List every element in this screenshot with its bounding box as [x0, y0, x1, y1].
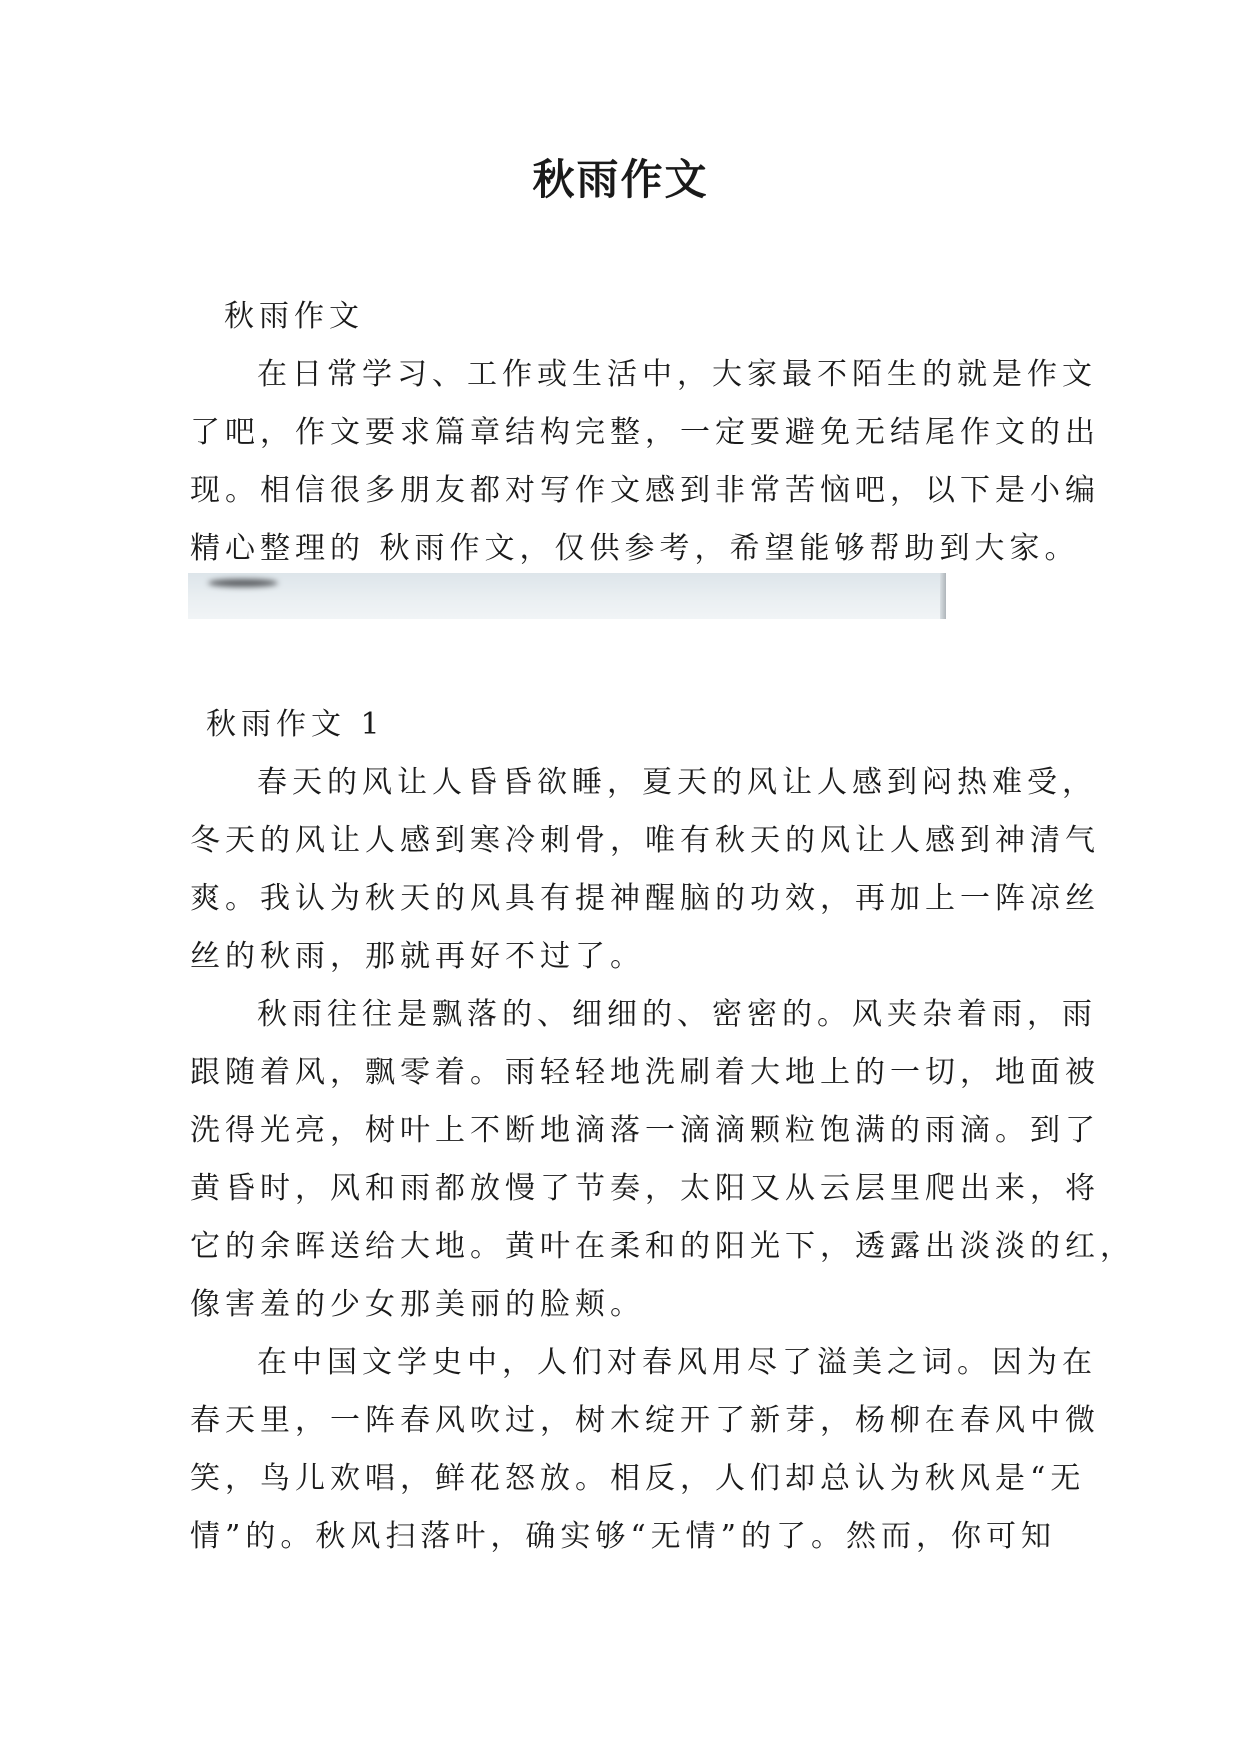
paragraph-line: 跟随着风，飘零着。雨轻轻地洗刷着大地上的一切，地面被	[190, 1055, 1100, 1090]
paragraph-line: 冬天的风让人感到寒冷刺骨，唯有秋天的风让人感到神清气	[190, 823, 1100, 858]
section-heading: 秋雨作文 1	[206, 707, 385, 742]
paragraph-line: 像害羞的少女那美丽的脸颊。	[190, 1287, 645, 1322]
banner-image	[188, 573, 946, 619]
paragraph-line: 洗得光亮，树叶上不断地滴落一滴滴颗粒饱满的雨滴。到了	[190, 1113, 1100, 1148]
paragraph-line: 情”的。秋风扫落叶，确实够“无情”的了。然而，你可知	[190, 1519, 1057, 1554]
paragraph-line: 黄昏时，风和雨都放慢了节奏，太阳又从云层里爬出来，将	[190, 1171, 1100, 1206]
page-title: 秋雨作文	[532, 155, 709, 204]
intro-line: 在日常学习、工作或生活中，大家最不陌生的就是作文	[257, 357, 1097, 392]
intro-line: 精心整理的 秋雨作文，仅供参考，希望能够帮助到大家。	[190, 531, 1080, 566]
paragraph-line: 春天里，一阵春风吹过，树木绽开了新芽，杨柳在春风中微	[190, 1403, 1100, 1438]
intro-line: 现。相信很多朋友都对写作文感到非常苦恼吧，以下是小编	[190, 473, 1100, 508]
paragraph-line: 秋雨往往是飘落的、细细的、密密的。风夹杂着雨，雨	[257, 997, 1097, 1032]
paragraph-line: 它的余晖送给大地。黄叶在柔和的阳光下，透露出淡淡的红，	[190, 1229, 1135, 1264]
paragraph-line: 爽。我认为秋天的风具有提神醒脑的功效，再加上一阵凉丝	[190, 881, 1100, 916]
paragraph-line: 春天的风让人昏昏欲睡，夏天的风让人感到闷热难受，	[257, 765, 1097, 800]
paragraph-line: 丝的秋雨，那就再好不过了。	[190, 939, 645, 974]
subtitle: 秋雨作文	[224, 299, 364, 334]
paragraph-line: 笑，鸟儿欢唱，鲜花怒放。相反，人们却总认为秋风是“无	[190, 1461, 1086, 1496]
paragraph-line: 在中国文学史中，人们对春风用尽了溢美之词。因为在	[257, 1345, 1097, 1380]
intro-line: 了吧，作文要求篇章结构完整，一定要避免无结尾作文的出	[190, 415, 1100, 450]
banner-smudge	[208, 579, 278, 587]
banner-edge	[940, 573, 946, 619]
